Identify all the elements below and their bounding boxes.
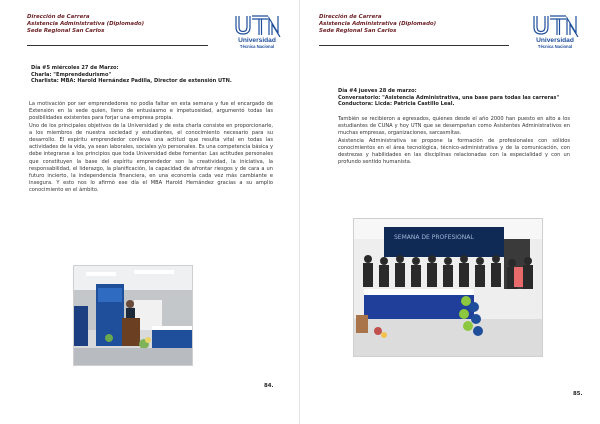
header-rule <box>319 45 509 46</box>
event-speaker: Conductora: Licda: Patricia Castillo Leal. <box>338 101 455 108</box>
article-body <box>338 116 570 166</box>
photo-banner-text: SEMANA DE PROFESIONAL <box>394 234 474 241</box>
logo-name: Universidad <box>536 37 574 44</box>
utn-logo-mark <box>526 13 584 37</box>
logo-subtitle: Técnica Nacional <box>239 44 275 49</box>
logo-subtitle: Técnica Nacional <box>537 44 573 49</box>
header-rule <box>27 45 208 46</box>
event-topic: Conversatorio: "Asistencia Administrativa, una base para todas las carreras" <box>338 94 560 101</box>
utn-logo-mark <box>228 13 286 37</box>
page-header <box>27 14 144 35</box>
event-topic: Charla: "Emprendedurismo" <box>31 71 112 78</box>
header-line-1: Dirección de Carrera <box>27 14 90 20</box>
right-page <box>300 0 600 424</box>
page-number: 84. <box>264 383 274 389</box>
header-line-3: Sede Regional San Carlos <box>319 28 397 34</box>
paragraph: Asistencia Administrativa se propone la formación de profesionales con sólidos conocimientos en el área tecnológica, técnico-administrativa y de la comunicación, con destrezas y habilidades en las disciplinas relacionadas con la especialidad y con un profundo sentido humanista. <box>338 137 570 166</box>
page-header <box>319 14 436 35</box>
speaker-photo-illustration <box>74 266 192 365</box>
event-intro <box>31 65 232 85</box>
paragraph: Uno de los principales objetivos de la Universidad y de esta charla consiste en proporcionarle, a los miembros de nuestra sociedad y estudiantes, el conocimiento necesario para su desarrollo. El espíritu emprendedor conlleva una actitud que resulta vital en todas las actividades de la vida, ya sean laborales, sociales y/o personales. Es una competencia básica y debe integrarse a los principios que toda Universidad debe fomentar. Las actitudes personales que constituyen la base del espíritu emprendedor son la creatividad, la iniciativa, la responsabilidad, el liderazgo, la planificación, la capacidad de afrontar riesgos y de cara a un futuro incierto, la independencia financiera, en una economía cada vez más cambiante e insegura. Y esto nos lo afirmó ese día el MBA Harold Hernández gracias a su amplio conocimiento en el ámbito. <box>29 122 273 194</box>
logo-name: Universidad <box>238 37 276 44</box>
utn-logo <box>228 13 286 51</box>
event-date: Día #4 jueves 28 de marzo: <box>338 88 417 94</box>
header-line-2: Asistencia Administrativa (Diplomado) <box>27 21 145 27</box>
event-intro <box>338 88 559 108</box>
header-line-3: Sede Regional San Carlos <box>27 28 105 34</box>
event-speaker: Charlista: MBA: Harold Hernández Padilla, Director de extensión UTN. <box>31 78 232 85</box>
page-number: 85. <box>573 391 583 397</box>
utn-logo <box>526 13 584 51</box>
paragraph: La motivación por ser emprendedores no podía faltar en esta semana y fue el encargado de Extensión en la sede quien, lleno de entusiasmo e impetuosidad, argumentó todas las posibilidades existentes para forjar una empresa propia. <box>29 101 273 122</box>
header-line-2: Asistencia Administrativa (Diplomado) <box>319 21 437 27</box>
group-photo-illustration <box>354 219 542 356</box>
event-photo <box>353 218 543 357</box>
paragraph: También se recibieron a egresados, quienes desde el año 2000 han puesto en alto a los estudiantes de CUNA y hoy UTN que se desempeñan como Asistentes Administrativos en muchas empresas, organizaciones, sarcasmítas. <box>338 116 570 137</box>
header-line-1: Dirección de Carrera <box>319 14 382 20</box>
event-date: Día #5 miércoles 27 de Marzo: <box>31 65 119 71</box>
article-body <box>29 101 273 195</box>
event-photo <box>73 265 193 366</box>
